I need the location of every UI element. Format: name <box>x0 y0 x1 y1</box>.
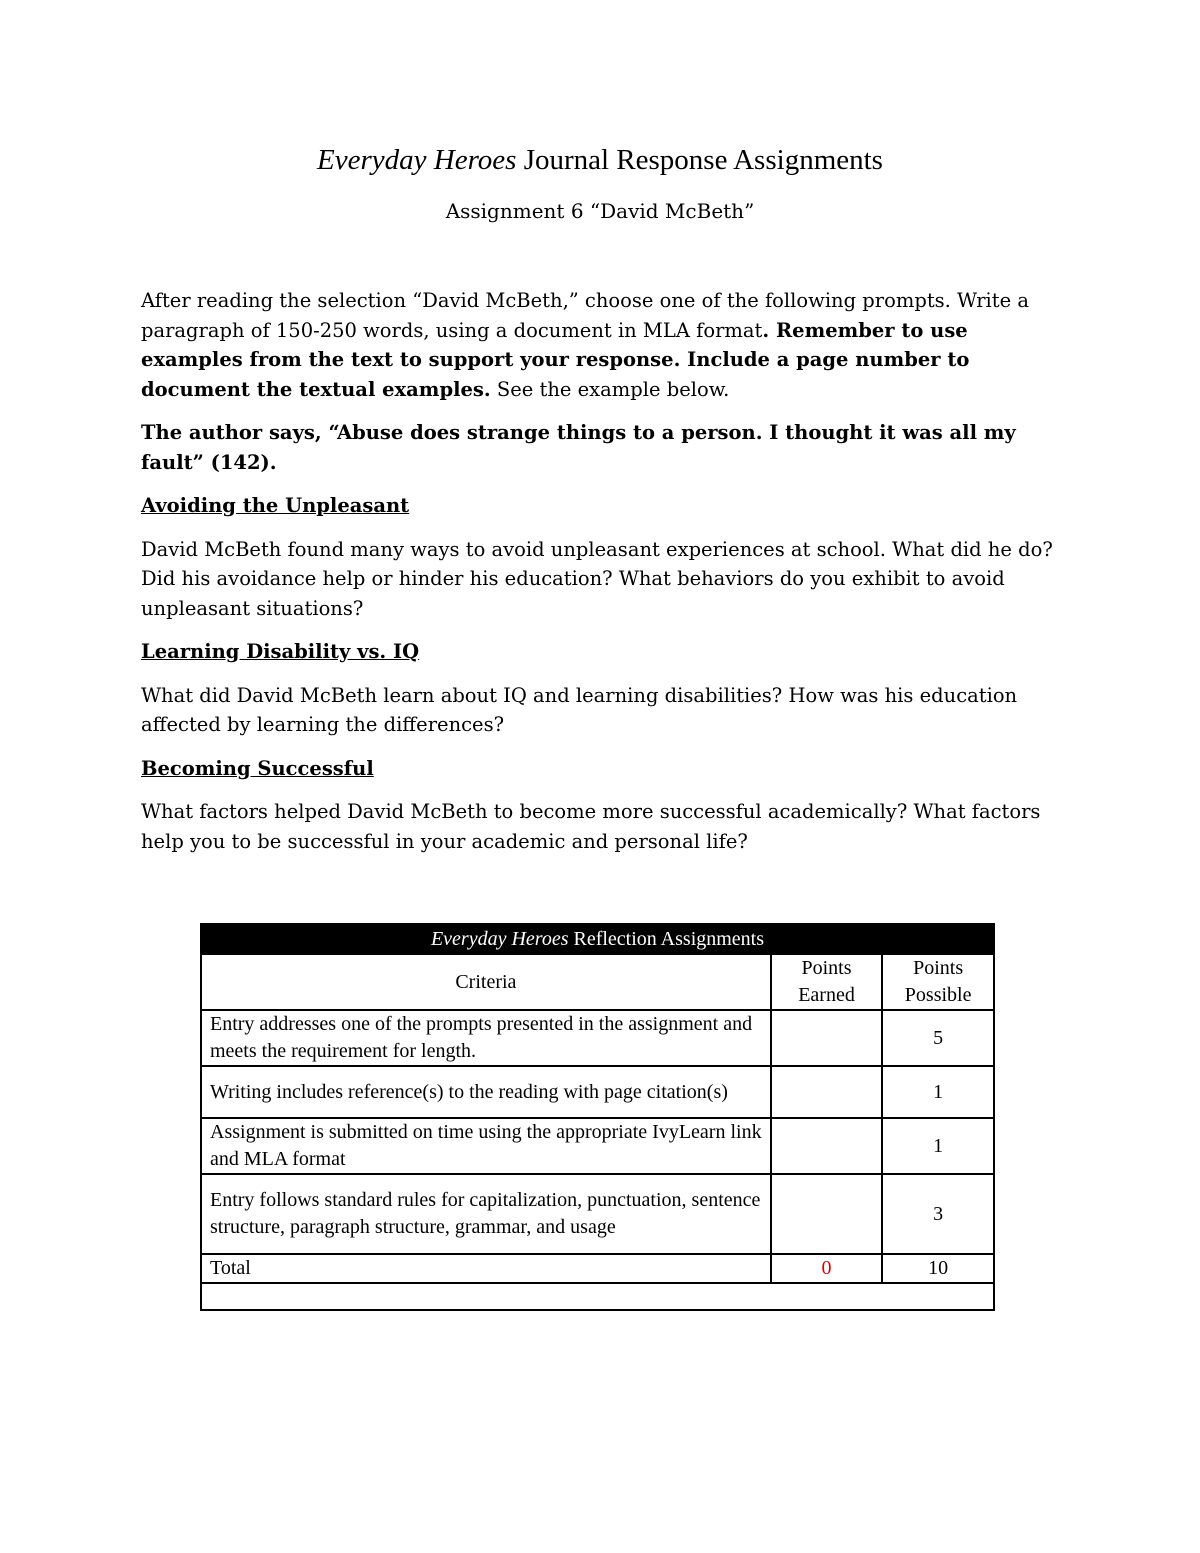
rubric-title-rest: Reflection Assignments <box>568 927 765 950</box>
possible-cell: 3 <box>882 1174 994 1254</box>
title-book-name: Everyday Heroes <box>317 144 517 176</box>
criteria-cell: Entry follows standard rules for capitalization, punctuation, sentence structure, paragraph structure, grammar, and usage <box>201 1174 771 1254</box>
column-header-possible: Points Possible <box>882 954 994 1010</box>
earned-cell <box>771 1066 883 1118</box>
empty-row <box>201 1283 994 1310</box>
possible-cell: 1 <box>882 1066 994 1118</box>
earned-cell <box>771 1010 883 1066</box>
total-earned: 0 <box>771 1254 883 1283</box>
document-title <box>0 142 1200 178</box>
rubric-title-book: Everyday Heroes <box>430 927 569 950</box>
rubric-header-row <box>201 954 994 1010</box>
instructions-paragraph <box>141 286 1061 404</box>
prompt-heading: Learning Disability vs. IQ <box>141 640 420 663</box>
criteria-cell: Writing includes reference(s) to the reading with page citation(s) <box>201 1066 771 1118</box>
title-rest: Journal Response Assignments <box>516 144 883 176</box>
table-row <box>201 1010 994 1066</box>
document-body <box>141 286 1061 870</box>
table-row <box>201 1174 994 1254</box>
earned-cell <box>771 1118 883 1174</box>
rubric-table <box>200 923 995 1311</box>
table-row <box>201 1118 994 1174</box>
possible-cell: 5 <box>882 1010 994 1066</box>
criteria-cell: Entry addresses one of the prompts presented in the assignment and meets the requirement for length. <box>201 1010 771 1066</box>
total-possible: 10 <box>882 1254 994 1283</box>
earned-cell <box>771 1174 883 1254</box>
prompt-heading: Avoiding the Unpleasant <box>141 494 410 517</box>
example-quote: The author says, “Abuse does strange things to a person. I thought it was all my fault” (142). <box>141 421 1016 474</box>
instructions-bold: . Remember to use examples from the text to support your response. Include a page number to document the textual examples. <box>141 318 970 401</box>
prompt-body: What did David McBeth learn about IQ and learning disabilities? How was his education affected by learning the differences? <box>141 683 1018 736</box>
criteria-cell: Assignment is submitted on time using the appropriate IvyLearn link and MLA format <box>201 1118 771 1174</box>
empty-cell <box>201 1283 994 1310</box>
instructions-tail: See the example below. <box>490 377 730 401</box>
assignment-subtitle: Assignment 6 “David McBeth” <box>445 199 755 223</box>
total-row <box>201 1254 994 1283</box>
instructions-plain: After reading the selection “David McBeth,” choose one of the following prompts. Write a paragraph of 150-250 words, using a document in MLA format <box>141 289 1029 342</box>
total-label: Total <box>201 1254 771 1283</box>
column-header-earned: Points Earned <box>771 954 883 1010</box>
column-header-criteria: Criteria <box>201 954 771 1010</box>
prompt-body: What factors helped David McBeth to become more successful academically? What factors help you to be successful in your academic and personal life? <box>141 800 1041 853</box>
rubric-title <box>201 924 994 954</box>
table-row <box>201 1066 994 1118</box>
prompt-heading: Becoming Successful <box>141 756 374 780</box>
prompt-body: David McBeth found many ways to avoid unpleasant experiences at school. What did he do? Did his avoidance help or hinder his education? What behaviors do you exhibit to avoid unpleasant situations? <box>141 537 1053 620</box>
possible-cell: 1 <box>882 1118 994 1174</box>
rubric-title-row <box>201 924 994 954</box>
